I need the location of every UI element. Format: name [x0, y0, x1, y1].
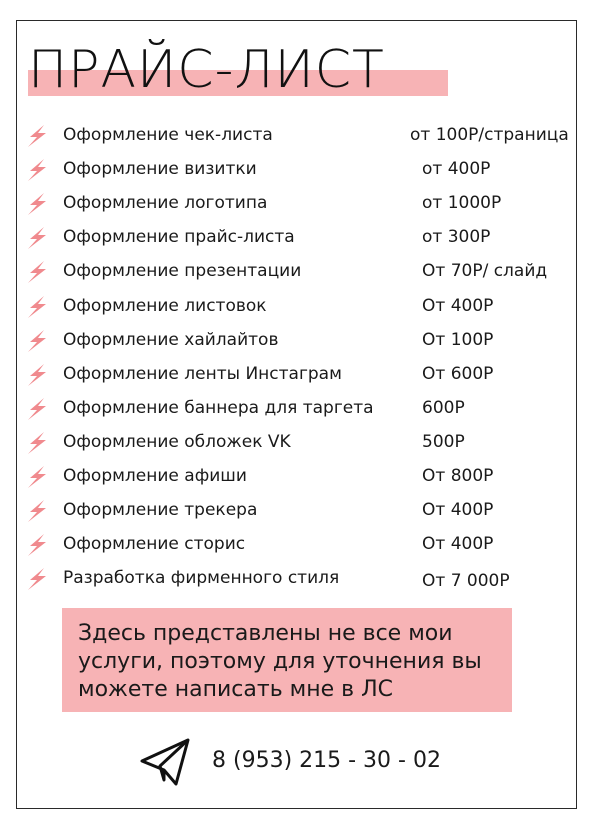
lightning-bolt-icon [24, 191, 50, 217]
price-row [0, 459, 595, 493]
service-name: Оформление чек-листа [63, 125, 273, 145]
service-price: От 100Р [422, 329, 494, 350]
page-title: ПРАЙС-ЛИСТ [28, 40, 385, 100]
price-row [0, 391, 595, 425]
phone-number[interactable]: 8 (953) 215 - 30 - 02 [212, 748, 441, 773]
price-row [0, 289, 595, 323]
price-row [0, 152, 595, 186]
service-price: От 400Р [422, 534, 494, 555]
lightning-bolt-icon [24, 225, 50, 251]
lightning-bolt-icon [24, 157, 50, 183]
service-price: От 70Р/ слайд [422, 261, 548, 282]
service-price: 600Р [422, 397, 465, 418]
lightning-bolt-icon [24, 430, 50, 456]
service-price: от 1000Р [422, 193, 502, 214]
service-price: от 100Р/страница [410, 125, 569, 145]
lightning-bolt-icon [24, 566, 50, 592]
lightning-bolt-icon [24, 328, 50, 354]
price-row [0, 220, 595, 254]
lightning-bolt-icon [24, 123, 50, 149]
lightning-bolt-icon [24, 532, 50, 558]
lightning-bolt-icon [24, 259, 50, 285]
service-name: Оформление логотипа [63, 193, 268, 214]
service-name: Оформление листовок [63, 295, 267, 316]
price-row [0, 357, 595, 391]
lightning-bolt-icon [24, 396, 50, 422]
contact-block [0, 734, 595, 790]
service-name: Оформление обложек VK [63, 431, 291, 452]
service-price: 500Р [422, 431, 465, 452]
price-row [0, 493, 595, 527]
service-name: Оформление сторис [63, 534, 246, 555]
service-price: от 300Р [422, 227, 491, 248]
lightning-bolt-icon [24, 464, 50, 490]
service-name: Оформление афиши [63, 466, 247, 486]
price-row [0, 561, 595, 595]
service-name: Оформление хайлайтов [63, 329, 279, 350]
price-row [0, 323, 595, 357]
service-name: Оформление прайс-листа [63, 227, 295, 248]
price-row [0, 527, 595, 561]
service-name: Оформление презентации [63, 261, 302, 282]
service-price: От 7 000Р [422, 571, 510, 592]
service-name: Оформление ленты Инстаграм [63, 363, 342, 384]
service-name: Оформление трекера [63, 500, 258, 521]
note-text: Здесь представлены не все мои услуги, поэтому для уточнения вы можете написать мне в ЛС [78, 621, 482, 702]
price-row [0, 186, 595, 220]
lightning-bolt-icon [24, 362, 50, 388]
lightning-bolt-icon [24, 294, 50, 320]
note-box [62, 608, 512, 712]
service-name: Разработка фирменного стиля [63, 568, 340, 589]
price-row [0, 118, 595, 152]
title-block [28, 38, 448, 102]
service-name: Оформление визитки [63, 159, 257, 180]
service-price: от 400Р [422, 159, 491, 180]
price-row [0, 254, 595, 288]
lightning-bolt-icon [24, 498, 50, 524]
price-row [0, 425, 595, 459]
service-price: От 400Р [422, 295, 494, 316]
service-name: Оформление баннера для таргета [63, 397, 374, 418]
service-price: От 400Р [422, 500, 494, 521]
service-price: От 800Р [422, 466, 494, 486]
telegram-paper-plane-icon[interactable] [138, 734, 192, 788]
service-price: От 600Р [422, 363, 494, 384]
